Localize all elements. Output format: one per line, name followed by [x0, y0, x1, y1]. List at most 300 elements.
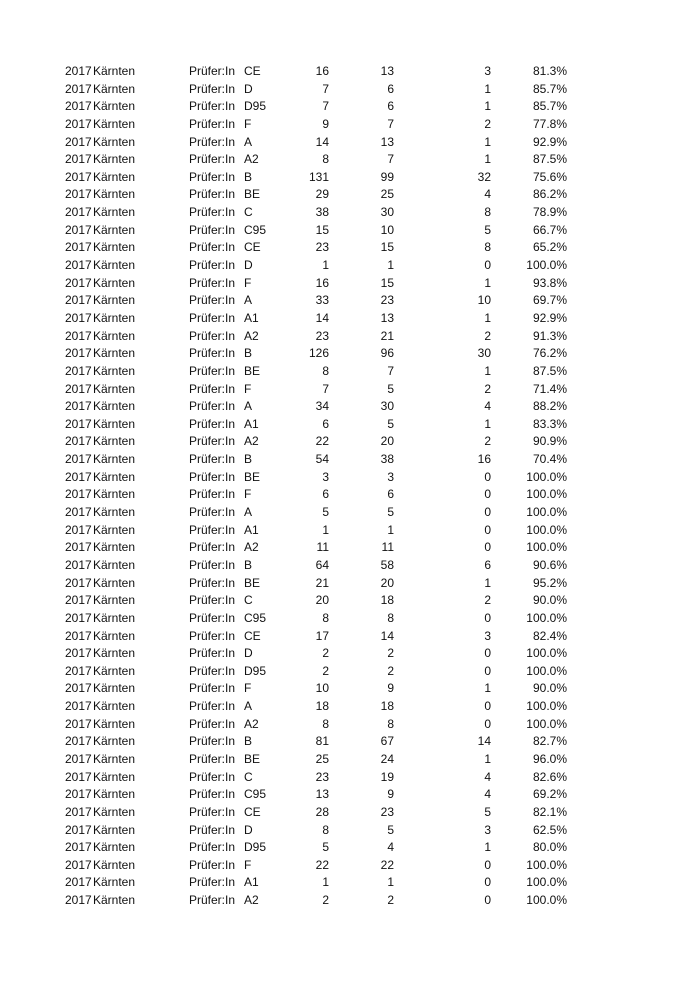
cell-license-class: BE: [244, 363, 261, 378]
cell-year: 2017: [65, 699, 92, 714]
cell-total: 13: [315, 787, 329, 802]
cell-pass-rate: 66.7%: [532, 222, 567, 237]
cell-pass-rate: 100.0%: [526, 522, 567, 537]
cell-role: Prüfer:In: [189, 716, 236, 731]
cell-total: 5: [322, 505, 329, 520]
cell-year: 2017: [65, 804, 92, 819]
cell-year: 2017: [65, 628, 92, 643]
cell-state: Kärnten: [93, 434, 136, 449]
cell-state: Kärnten: [93, 487, 136, 502]
table-row: [0, 451, 700, 469]
cell-total: 14: [315, 310, 329, 325]
table-row: [0, 522, 700, 540]
cell-pass-rate: 95.2%: [532, 575, 567, 590]
cell-state: Kärnten: [93, 116, 136, 131]
cell-license-class: A1: [244, 310, 259, 325]
cell-failed: 1: [484, 310, 491, 325]
cell-pass-rate: 77.8%: [532, 116, 567, 131]
cell-failed: 0: [484, 699, 491, 714]
cell-pass-rate: 100.0%: [526, 469, 567, 484]
cell-pass-rate: 85.7%: [532, 99, 567, 114]
cell-year: 2017: [65, 310, 92, 325]
cell-license-class: A: [244, 134, 253, 149]
cell-state: Kärnten: [93, 293, 136, 308]
cell-role: Prüfer:In: [189, 187, 236, 202]
cell-state: Kärnten: [93, 751, 136, 766]
cell-year: 2017: [65, 399, 92, 414]
cell-year: 2017: [65, 64, 92, 78]
cell-passed: 20: [380, 434, 394, 449]
cell-year: 2017: [65, 275, 92, 290]
cell-failed: 14: [477, 734, 491, 749]
cell-license-class: A: [244, 505, 253, 520]
cell-role: Prüfer:In: [189, 134, 236, 149]
cell-role: Prüfer:In: [189, 893, 236, 908]
cell-passed: 7: [387, 363, 394, 378]
cell-passed: 13: [380, 310, 394, 325]
cell-license-class: A1: [244, 522, 259, 537]
cell-failed: 2: [484, 434, 491, 449]
cell-pass-rate: 100.0%: [526, 716, 567, 731]
cell-total: 126: [308, 346, 329, 361]
cell-passed: 58: [380, 557, 394, 572]
cell-pass-rate: 69.2%: [532, 787, 567, 802]
table-row: [0, 345, 700, 363]
cell-passed: 9: [387, 681, 394, 696]
cell-license-class: C95: [244, 787, 267, 802]
cell-year: 2017: [65, 840, 92, 855]
table-row: [0, 204, 700, 222]
cell-passed: 4: [387, 840, 394, 855]
cell-license-class: A2: [244, 434, 259, 449]
cell-total: 7: [322, 81, 329, 96]
cell-total: 14: [315, 134, 329, 149]
cell-year: 2017: [65, 681, 92, 696]
cell-license-class: B: [244, 346, 253, 361]
table-row: [0, 363, 700, 381]
cell-pass-rate: 100.0%: [526, 540, 567, 555]
cell-pass-rate: 85.7%: [532, 81, 567, 96]
cell-state: Kärnten: [93, 646, 136, 661]
cell-total: 7: [322, 99, 329, 114]
cell-state: Kärnten: [93, 328, 136, 343]
cell-year: 2017: [65, 646, 92, 661]
cell-role: Prüfer:In: [189, 116, 236, 131]
cell-passed: 24: [380, 751, 394, 766]
cell-license-class: A2: [244, 152, 259, 167]
cell-role: Prüfer:In: [189, 593, 236, 608]
cell-state: Kärnten: [93, 134, 136, 149]
cell-total: 20: [315, 593, 329, 608]
cell-role: Prüfer:In: [189, 769, 236, 784]
table-row: [0, 504, 700, 522]
cell-year: 2017: [65, 769, 92, 784]
cell-passed: 30: [380, 399, 394, 414]
cell-passed: 3: [387, 469, 394, 484]
cell-failed: 30: [477, 346, 491, 361]
table-row: [0, 222, 700, 240]
cell-state: Kärnten: [93, 804, 136, 819]
cell-failed: 3: [484, 822, 491, 837]
cell-pass-rate: 75.6%: [532, 169, 567, 184]
cell-pass-rate: 87.5%: [532, 152, 567, 167]
cell-state: Kärnten: [93, 628, 136, 643]
cell-failed: 3: [484, 64, 491, 78]
cell-pass-rate: 96.0%: [532, 751, 567, 766]
table-row: [0, 857, 700, 875]
cell-license-class: CE: [244, 240, 261, 255]
cell-year: 2017: [65, 99, 92, 114]
cell-license-class: A: [244, 399, 253, 414]
table-row: [0, 874, 700, 892]
table-row: [0, 469, 700, 487]
cell-role: Prüfer:In: [189, 205, 236, 220]
cell-state: Kärnten: [93, 734, 136, 749]
cell-role: Prüfer:In: [189, 681, 236, 696]
table-row: [0, 169, 700, 187]
cell-license-class: B: [244, 734, 253, 749]
cell-total: 23: [315, 769, 329, 784]
cell-year: 2017: [65, 81, 92, 96]
cell-pass-rate: 65.2%: [532, 240, 567, 255]
cell-year: 2017: [65, 328, 92, 343]
cell-pass-rate: 76.2%: [532, 346, 567, 361]
cell-total: 7: [322, 381, 329, 396]
cell-total: 1: [322, 258, 329, 273]
cell-failed: 32: [477, 169, 491, 184]
table-row: [0, 663, 700, 681]
cell-role: Prüfer:In: [189, 787, 236, 802]
cell-total: 1: [322, 875, 329, 890]
cell-passed: 2: [387, 663, 394, 678]
cell-failed: 0: [484, 610, 491, 625]
cell-total: 23: [315, 240, 329, 255]
cell-failed: 1: [484, 99, 491, 114]
cell-failed: 0: [484, 716, 491, 731]
cell-failed: 1: [484, 134, 491, 149]
cell-passed: 9: [387, 787, 394, 802]
cell-year: 2017: [65, 540, 92, 555]
cell-passed: 96: [380, 346, 394, 361]
cell-year: 2017: [65, 575, 92, 590]
cell-failed: 0: [484, 663, 491, 678]
cell-total: 33: [315, 293, 329, 308]
cell-passed: 67: [380, 734, 394, 749]
cell-pass-rate: 62.5%: [532, 822, 567, 837]
cell-year: 2017: [65, 416, 92, 431]
cell-pass-rate: 90.9%: [532, 434, 567, 449]
cell-failed: 4: [484, 187, 491, 202]
cell-pass-rate: 90.0%: [532, 593, 567, 608]
cell-role: Prüfer:In: [189, 575, 236, 590]
cell-state: Kärnten: [93, 205, 136, 220]
cell-failed: 2: [484, 381, 491, 396]
cell-total: 3: [322, 469, 329, 484]
cell-year: 2017: [65, 240, 92, 255]
cell-license-class: B: [244, 169, 253, 184]
cell-state: Kärnten: [93, 769, 136, 784]
cell-year: 2017: [65, 116, 92, 131]
cell-license-class: A2: [244, 328, 259, 343]
cell-pass-rate: 82.6%: [532, 769, 567, 784]
cell-failed: 4: [484, 769, 491, 784]
cell-license-class: BE: [244, 187, 261, 202]
cell-role: Prüfer:In: [189, 540, 236, 555]
table-row: [0, 275, 700, 293]
cell-total: 11: [316, 540, 329, 555]
cell-passed: 6: [387, 99, 394, 114]
cell-license-class: A1: [244, 416, 259, 431]
cell-state: Kärnten: [93, 346, 136, 361]
cell-failed: 1: [484, 840, 491, 855]
cell-role: Prüfer:In: [189, 346, 236, 361]
cell-total: 8: [322, 822, 329, 837]
table-row: [0, 680, 700, 698]
cell-pass-rate: 100.0%: [526, 505, 567, 520]
cell-role: Prüfer:In: [189, 258, 236, 273]
cell-role: Prüfer:In: [189, 857, 236, 872]
cell-license-class: F: [244, 487, 252, 502]
cell-failed: 0: [484, 540, 491, 555]
cell-role: Prüfer:In: [189, 152, 236, 167]
cell-role: Prüfer:In: [189, 381, 236, 396]
table-row: [0, 892, 700, 910]
table-row: [0, 486, 700, 504]
table-row: [0, 592, 700, 610]
cell-state: Kärnten: [93, 610, 136, 625]
cell-failed: 0: [484, 505, 491, 520]
cell-total: 17: [315, 628, 329, 643]
table-row: [0, 310, 700, 328]
cell-total: 64: [315, 557, 329, 572]
cell-failed: 0: [484, 522, 491, 537]
cell-passed: 22: [380, 857, 394, 872]
cell-state: Kärnten: [93, 258, 136, 273]
cell-state: Kärnten: [93, 522, 136, 537]
cell-state: Kärnten: [93, 575, 136, 590]
cell-failed: 1: [484, 152, 491, 167]
cell-failed: 8: [484, 205, 491, 220]
cell-total: 1: [322, 522, 329, 537]
cell-passed: 19: [380, 769, 394, 784]
cell-role: Prüfer:In: [189, 487, 236, 502]
cell-passed: 6: [387, 81, 394, 96]
table-row: [0, 822, 700, 840]
cell-passed: 99: [380, 169, 394, 184]
cell-license-class: BE: [244, 575, 261, 590]
cell-total: 21: [315, 575, 329, 590]
cell-state: Kärnten: [93, 857, 136, 872]
cell-passed: 15: [380, 240, 394, 255]
cell-role: Prüfer:In: [189, 822, 236, 837]
cell-pass-rate: 100.0%: [526, 893, 567, 908]
cell-pass-rate: 82.7%: [532, 734, 567, 749]
cell-passed: 23: [380, 804, 394, 819]
cell-failed: 4: [484, 787, 491, 802]
cell-pass-rate: 100.0%: [526, 857, 567, 872]
table-row: [0, 416, 700, 434]
cell-total: 6: [322, 416, 329, 431]
cell-role: Prüfer:In: [189, 363, 236, 378]
cell-pass-rate: 100.0%: [526, 875, 567, 890]
cell-license-class: D: [244, 822, 253, 837]
cell-role: Prüfer:In: [189, 275, 236, 290]
cell-total: 29: [315, 187, 329, 202]
cell-role: Prüfer:In: [189, 734, 236, 749]
cell-state: Kärnten: [93, 275, 136, 290]
cell-year: 2017: [65, 857, 92, 872]
cell-year: 2017: [65, 434, 92, 449]
cell-pass-rate: 91.3%: [532, 328, 567, 343]
cell-total: 10: [315, 681, 329, 696]
cell-year: 2017: [65, 363, 92, 378]
cell-total: 6: [322, 487, 329, 502]
cell-total: 81: [315, 734, 329, 749]
cell-state: Kärnten: [93, 893, 136, 908]
cell-passed: 18: [380, 593, 394, 608]
table-row: [0, 628, 700, 646]
cell-license-class: A2: [244, 540, 259, 555]
cell-year: 2017: [65, 134, 92, 149]
cell-state: Kärnten: [93, 557, 136, 572]
cell-year: 2017: [65, 152, 92, 167]
cell-license-class: D: [244, 81, 253, 96]
cell-failed: 3: [484, 628, 491, 643]
table-row: [0, 151, 700, 169]
table-row: [0, 610, 700, 628]
cell-total: 16: [315, 275, 329, 290]
cell-pass-rate: 90.6%: [532, 557, 567, 572]
cell-state: Kärnten: [93, 716, 136, 731]
cell-role: Prüfer:In: [189, 81, 236, 96]
cell-state: Kärnten: [93, 169, 136, 184]
cell-total: 9: [322, 116, 329, 131]
cell-year: 2017: [65, 751, 92, 766]
data-table: [0, 63, 700, 910]
cell-state: Kärnten: [93, 416, 136, 431]
cell-role: Prüfer:In: [189, 699, 236, 714]
cell-failed: 1: [484, 575, 491, 590]
cell-pass-rate: 92.9%: [532, 134, 567, 149]
cell-passed: 13: [380, 64, 394, 78]
cell-license-class: A: [244, 699, 253, 714]
cell-year: 2017: [65, 734, 92, 749]
cell-license-class: C: [244, 593, 253, 608]
cell-state: Kärnten: [93, 540, 136, 555]
table-row: [0, 716, 700, 734]
cell-license-class: A: [244, 293, 253, 308]
cell-total: 18: [315, 699, 329, 714]
cell-total: 15: [315, 222, 329, 237]
cell-state: Kärnten: [93, 99, 136, 114]
table-row: [0, 839, 700, 857]
cell-year: 2017: [65, 663, 92, 678]
cell-year: 2017: [65, 716, 92, 731]
cell-failed: 1: [484, 416, 491, 431]
cell-total: 5: [322, 840, 329, 855]
cell-year: 2017: [65, 205, 92, 220]
cell-year: 2017: [65, 822, 92, 837]
cell-pass-rate: 87.5%: [532, 363, 567, 378]
cell-total: 8: [322, 610, 329, 625]
cell-total: 2: [322, 663, 329, 678]
cell-year: 2017: [65, 381, 92, 396]
cell-year: 2017: [65, 293, 92, 308]
cell-passed: 5: [387, 416, 394, 431]
cell-year: 2017: [65, 487, 92, 502]
cell-total: 38: [315, 205, 329, 220]
cell-year: 2017: [65, 169, 92, 184]
cell-failed: 4: [484, 399, 491, 414]
cell-license-class: B: [244, 452, 253, 467]
cell-failed: 16: [477, 452, 491, 467]
cell-license-class: CE: [244, 628, 261, 643]
cell-pass-rate: 93.8%: [532, 275, 567, 290]
cell-passed: 7: [387, 152, 394, 167]
cell-role: Prüfer:In: [189, 310, 236, 325]
cell-pass-rate: 80.0%: [532, 840, 567, 855]
cell-passed: 5: [387, 381, 394, 396]
cell-role: Prüfer:In: [189, 64, 236, 78]
cell-state: Kärnten: [93, 699, 136, 714]
cell-pass-rate: 88.2%: [532, 399, 567, 414]
cell-passed: 5: [387, 822, 394, 837]
cell-passed: 21: [380, 328, 394, 343]
table-row: [0, 557, 700, 575]
cell-failed: 5: [484, 222, 491, 237]
table-row: [0, 63, 700, 81]
cell-license-class: D95: [244, 663, 267, 678]
cell-state: Kärnten: [93, 875, 136, 890]
cell-license-class: CE: [244, 64, 261, 78]
cell-role: Prüfer:In: [189, 222, 236, 237]
cell-failed: 0: [484, 893, 491, 908]
cell-pass-rate: 71.4%: [532, 381, 567, 396]
cell-total: 22: [315, 434, 329, 449]
cell-failed: 0: [484, 857, 491, 872]
cell-passed: 8: [387, 610, 394, 625]
cell-passed: 14: [380, 628, 394, 643]
cell-total: 8: [322, 363, 329, 378]
cell-pass-rate: 90.0%: [532, 681, 567, 696]
cell-pass-rate: 100.0%: [526, 487, 567, 502]
cell-failed: 0: [484, 875, 491, 890]
cell-pass-rate: 86.2%: [532, 187, 567, 202]
cell-pass-rate: 100.0%: [526, 663, 567, 678]
table-row: [0, 398, 700, 416]
cell-passed: 25: [380, 187, 394, 202]
cell-passed: 38: [380, 452, 394, 467]
cell-year: 2017: [65, 522, 92, 537]
cell-state: Kärnten: [93, 840, 136, 855]
cell-year: 2017: [65, 787, 92, 802]
cell-license-class: CE: [244, 804, 261, 819]
cell-year: 2017: [65, 610, 92, 625]
table-row: [0, 134, 700, 152]
cell-year: 2017: [65, 258, 92, 273]
table-row: [0, 575, 700, 593]
cell-passed: 2: [387, 646, 394, 661]
cell-state: Kärnten: [93, 81, 136, 96]
cell-role: Prüfer:In: [189, 293, 236, 308]
cell-failed: 2: [484, 593, 491, 608]
cell-total: 25: [315, 751, 329, 766]
cell-pass-rate: 83.3%: [532, 416, 567, 431]
cell-year: 2017: [65, 346, 92, 361]
cell-license-class: A2: [244, 893, 259, 908]
cell-passed: 10: [380, 222, 394, 237]
cell-state: Kärnten: [93, 399, 136, 414]
